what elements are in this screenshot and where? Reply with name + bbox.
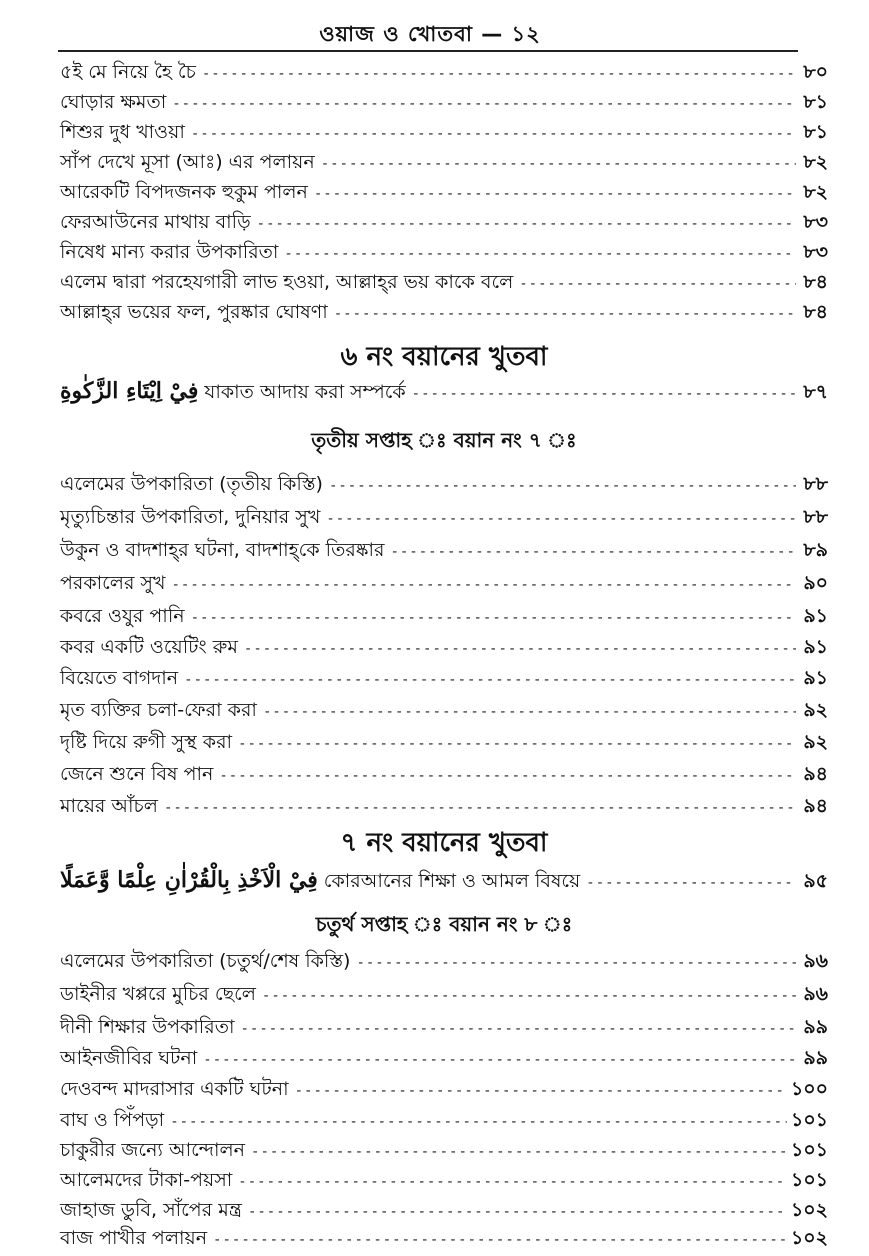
toc-entry [60,298,828,328]
entry-page: ৯৪ [803,795,828,817]
entry-page: ৮৪ [803,301,828,323]
entry-page: ৮৩ [803,211,828,233]
entry-page: ৯৬ [803,950,828,972]
dot-leader [334,306,796,322]
entry-page: ১০১ [790,1169,828,1191]
toc-entry [60,602,828,632]
entry-title: আইনজীবির ঘটনা [60,1047,198,1069]
entry-title: পরকালের সুখ [60,572,166,594]
toc-entry [60,980,828,1010]
entry-title: কোরআনের শিক্ষা ও আমল বিষয়ে [323,870,581,892]
entry-page: ৮২ [803,151,828,173]
toc-entry [60,378,828,408]
sub-heading: তৃতীয় সপ্তাহ ঃ বয়ান নং ৭ ঃ [311,428,577,452]
entry-title: বাজ পাখীর পলায়ন [60,1227,208,1249]
dot-leader [203,1052,796,1068]
dot-leader [213,1232,787,1248]
entry-page: ৮১ [803,91,828,113]
entry-title: আরেকটি বিপদজনক হুকুম পালন [60,181,308,203]
toc-entry [60,867,828,897]
entry-page: ৮৩ [803,241,828,263]
dot-leader [390,544,796,560]
running-header: ওয়াজ ও খোতবা — ১২ [319,22,541,46]
dot-leader [184,672,796,688]
entry-page: ৯৯ [803,1047,828,1069]
toc-entry [60,1075,828,1105]
entry-title: দৃষ্টি দিয়ে রুগী সুস্থ করা [60,731,233,753]
dot-leader [257,216,796,232]
dot-leader [171,577,796,593]
entry-title: মায়ের আঁচল [60,795,158,817]
entry-title: উকুন ও বাদশাহ্‌র ঘটনা, বাদশাহ্‌কে তিরষ্কার [60,539,385,561]
header-rule [58,50,798,52]
dot-leader [164,800,796,816]
entry-title: সাঁপ দেখে মূসা (আঃ) এর পলায়ন [60,151,315,173]
entry-title: আলেমদের টাকা-পয়সা [60,1169,233,1191]
dot-leader [238,736,796,752]
dot-leader [191,126,796,142]
dot-leader [356,955,796,971]
toc-entry [60,178,828,208]
toc-entry [60,1136,828,1166]
dot-leader [519,276,796,292]
entry-title: দেওবন্দ মাদরাসার একটি ঘটনা [60,1078,289,1100]
toc-entry [60,1106,828,1136]
toc-entry [60,58,828,88]
entry-title: কবর একটি ওয়েটিং রুম [60,636,238,658]
entry-title: যাকাত আদায় করা সম্পর্কে [204,381,406,403]
entry-title: এলেমের উপকারিতা (চতুর্থ/শেষ কিস্তি) [60,950,351,972]
entry-page: ৮৪ [803,271,828,293]
sub-heading: চতুর্থ সপ্তাহ ঃ বয়ান নং ৮ ঃ [315,912,573,936]
toc-entry [60,696,828,726]
entry-title: বিয়েতে বাগদান [60,667,179,689]
dot-leader [240,1021,796,1037]
entry-title: এলেম দ্বারা পরহেযগারী লাভ হওয়া, আল্লাহ্‌র ভয় কাকে বলে [60,271,514,293]
entry-title: দীনী শিক্ষার উপকারিতা [60,1016,235,1038]
entry-page: ১০১ [790,1109,828,1131]
toc-entry [60,664,828,694]
entry-page: ১০২ [790,1199,828,1221]
entry-title: কবরে ওযুর পানি [60,605,185,627]
entry-title: ফেরআউনের মাথায় বাড়ি [60,211,251,233]
dot-leader [238,1174,787,1190]
toc-entry [60,1013,828,1043]
toc-entry [60,536,828,566]
entry-page: ৯১ [803,667,828,689]
entry-page: ৮৯ [803,539,828,561]
entry-page: ১০২ [790,1227,828,1249]
arabic-phrase: فِيْ اِيْتَاءِ الزَّكٰوةِ [60,378,199,404]
entry-page: ১০১ [790,1139,828,1161]
toc-entry [60,728,828,758]
toc-entry [60,792,828,822]
arabic-phrase: فِيْ الْاَخْذِ بِالْقُرْاٰنِ عِلْمًا وَّعَمَلًا [60,867,318,893]
entry-title: ডাইনীর খপ্পরে মুচির ছেলে [60,983,256,1005]
entry-page: ৯৪ [803,763,828,785]
toc-entry [60,1196,828,1226]
entry-page: ৯৯ [803,1016,828,1038]
dot-leader [295,1083,787,1099]
dot-leader [170,1114,787,1130]
toc-entry [60,148,828,178]
toc-entry [60,1166,828,1196]
entry-title: জাহাজ ডুবি, সাঁপের মন্ত্র [60,1199,242,1221]
section-heading: ৭ নং বয়ানের খুতবা [340,828,548,858]
entry-title: ঘোড়ার ক্ষমতা [60,91,167,113]
toc-entry [60,633,828,663]
entry-title: বাঘ ও পিঁপড়া [60,1109,165,1131]
dot-leader [251,1144,787,1160]
toc-entry [60,470,828,500]
dot-leader [326,511,796,527]
entry-title: মৃত ব্যক্তির চলা-ফেরা করা [60,699,257,721]
dot-leader [314,186,796,202]
dot-leader [263,704,796,720]
entry-title: মৃত্যুচিন্তার উপকারিতা, দুনিয়ার সুখ [60,506,321,528]
entry-page: ১০০ [790,1078,828,1100]
dot-leader [248,1204,787,1220]
entry-page: ৯৬ [803,983,828,1005]
entry-page: ৮২ [803,181,828,203]
toc-entry [60,208,828,238]
entry-title: ৫ই মে নিয়ে হৈ চৈ [60,61,196,83]
dot-leader [219,768,796,784]
toc-entry [60,1044,828,1074]
dot-leader [244,641,796,657]
dot-leader [191,610,796,626]
entry-page: ৮৮ [803,473,828,495]
entry-page: ৯২ [803,699,828,721]
entry-title: এলেমের উপকারিতা (তৃতীয় কিস্তি) [60,473,323,495]
dot-leader [172,96,796,112]
dot-leader [329,478,796,494]
entry-title: জেনে শুনে বিষ পান [60,763,214,785]
entry-title: আল্লাহ্‌র ভয়ের ফল, পুরষ্কার ঘোষণা [60,301,328,323]
entry-page: ৮৮ [803,506,828,528]
toc-entry [60,1224,828,1254]
dot-leader [586,875,796,891]
toc-entry [60,503,828,533]
toc-entry [60,760,828,790]
toc-entry [60,118,828,148]
entry-title: নিষেধ মান্য করার উপকারিতা [60,241,279,263]
entry-title: শিশুর দুধ খাওয়া [60,121,185,143]
entry-page: ৯৫ [803,870,828,892]
entry-page: ৮০ [803,61,828,83]
entry-page: ৯১ [803,636,828,658]
toc-entry [60,947,828,977]
dot-leader [262,988,796,1004]
dot-leader [412,386,796,402]
toc-entry [60,268,828,298]
entry-page: ৯২ [803,731,828,753]
section-heading: ৬ নং বয়ানের খুতবা [340,342,548,372]
dot-leader [202,66,796,82]
toc-entry [60,238,828,268]
toc-entry [60,88,828,118]
entry-page: ৯০ [803,572,828,594]
entry-title: চাকুরীর জন্যে আন্দোলন [60,1139,246,1161]
entry-page: ৮১ [803,121,828,143]
entry-page: ৯১ [803,605,828,627]
dot-leader [284,246,796,262]
entry-page: ৮৭ [803,381,828,403]
dot-leader [321,156,796,172]
toc-entry [60,569,828,599]
